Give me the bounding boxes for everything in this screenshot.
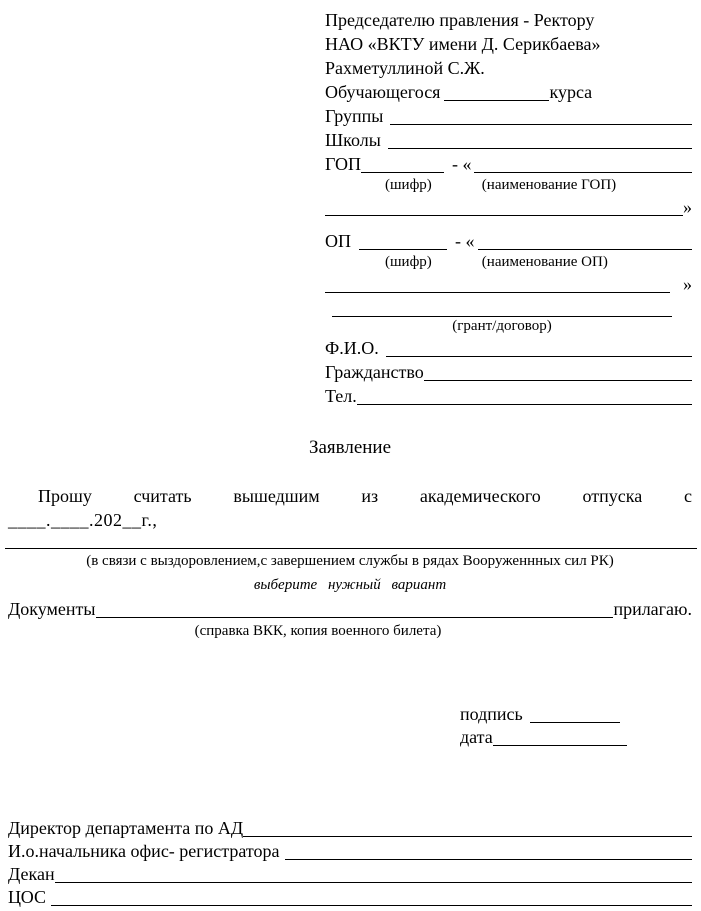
- dean-label: Декан: [8, 864, 55, 884]
- gop-name-blank-field[interactable]: [474, 172, 692, 173]
- gop-row: [325, 152, 692, 176]
- op-continuation-row: [325, 272, 692, 296]
- grant-blank-field[interactable]: [332, 302, 672, 317]
- gop-name-caption: (наименование ГОП): [481, 177, 617, 193]
- op-name-continuation-blank-field[interactable]: [325, 292, 670, 293]
- request-line: Прошу считать вышедшим из академического отпуска с: [38, 486, 692, 506]
- documents-blank-field[interactable]: [96, 617, 614, 618]
- signature-label: подпись: [460, 704, 523, 724]
- choose-option-hint: выберите нужный вариант: [253, 577, 447, 593]
- op-row: [325, 229, 692, 253]
- fio-blank-field[interactable]: [386, 356, 692, 357]
- registrar-blank-field[interactable]: [285, 859, 692, 860]
- gop-cipher-blank-field[interactable]: [361, 172, 444, 173]
- phone-row: [325, 384, 692, 408]
- addressee-line-1: Председателю правления - Ректору: [325, 10, 595, 30]
- date-blank-field[interactable]: [493, 745, 627, 746]
- registrar-label: И.о.начальника офис- регистратора: [8, 841, 280, 861]
- fio-row: [325, 336, 692, 360]
- citizenship-blank-field[interactable]: [424, 380, 692, 381]
- gop-continuation-row: [325, 195, 692, 219]
- citizenship-row: [325, 360, 692, 384]
- cos-row: [8, 886, 692, 909]
- grant-caption: (грант/договор): [452, 318, 552, 334]
- director-blank-field[interactable]: [243, 836, 692, 837]
- group-row: [325, 104, 692, 128]
- signature-block: [460, 703, 692, 749]
- reason-blank-field[interactable]: [5, 532, 697, 549]
- dean-row: [8, 863, 692, 886]
- dean-blank-field[interactable]: [55, 882, 692, 883]
- addressee-line-3: Рахметуллиной С.Ж.: [325, 58, 485, 78]
- signature-blank-field[interactable]: [530, 722, 620, 723]
- cos-label: ЦОС: [8, 887, 46, 907]
- op-name-caption: (наименование ОП): [481, 254, 608, 270]
- op-cipher-blank-field[interactable]: [359, 249, 447, 250]
- op-captions-row: [325, 253, 692, 272]
- spacer: [325, 219, 692, 229]
- cos-blank-field[interactable]: [51, 905, 692, 906]
- gop-label: ГОП: [325, 154, 361, 174]
- course-row: [325, 80, 692, 104]
- gop-close-quote: »: [683, 197, 692, 217]
- date-label: дата: [460, 727, 493, 747]
- course-blank-field[interactable]: [444, 100, 549, 101]
- school-label: Школы: [325, 130, 381, 150]
- op-label: ОП: [325, 231, 351, 251]
- school-row: [325, 128, 692, 152]
- date-row: [460, 726, 692, 749]
- course-label: курса: [549, 82, 593, 102]
- school-blank-field[interactable]: [388, 148, 692, 149]
- document-title: Заявление: [308, 437, 392, 458]
- signature-row: [460, 703, 692, 726]
- phone-label: Тел.: [325, 386, 357, 406]
- documents-row: [8, 597, 692, 621]
- director-label: Директор департамента по АД: [8, 818, 244, 838]
- addressee-block: [325, 8, 692, 408]
- director-row: [8, 817, 692, 840]
- group-blank-field[interactable]: [390, 124, 692, 125]
- approvals-block: [8, 817, 692, 909]
- date-blank-line: ____.____.202__г.,: [8, 510, 158, 530]
- registrar-row: [8, 840, 692, 863]
- op-name-blank-field[interactable]: [478, 249, 693, 250]
- attach-label: прилагаю.: [613, 599, 692, 619]
- gop-cipher-caption: (шифр): [385, 177, 432, 193]
- fio-label: Ф.И.О.: [325, 338, 379, 358]
- group-label: Группы: [325, 106, 384, 126]
- addressee-line-2: НАО «ВКТУ имени Д. Серикбаева»: [325, 34, 601, 54]
- documents-label: Документы: [8, 599, 96, 619]
- citizenship-label: Гражданство: [325, 362, 424, 382]
- op-cipher-caption: (шифр): [385, 254, 432, 270]
- op-close-quote: »: [683, 274, 692, 294]
- gop-dash-open-quote: - «: [451, 154, 472, 174]
- gop-captions-row: [325, 176, 692, 195]
- documents-caption: (справка ВКК, копия военного билета): [194, 623, 442, 639]
- phone-blank-field[interactable]: [357, 404, 692, 405]
- op-dash-open-quote: - «: [455, 231, 475, 251]
- student-label: Обучающегося: [325, 82, 441, 102]
- gop-name-continuation-blank-field[interactable]: [325, 215, 683, 216]
- reason-caption: (в связи с выздоровлением,с завершением службы в рядах Вооруженнных сил РК): [86, 553, 614, 569]
